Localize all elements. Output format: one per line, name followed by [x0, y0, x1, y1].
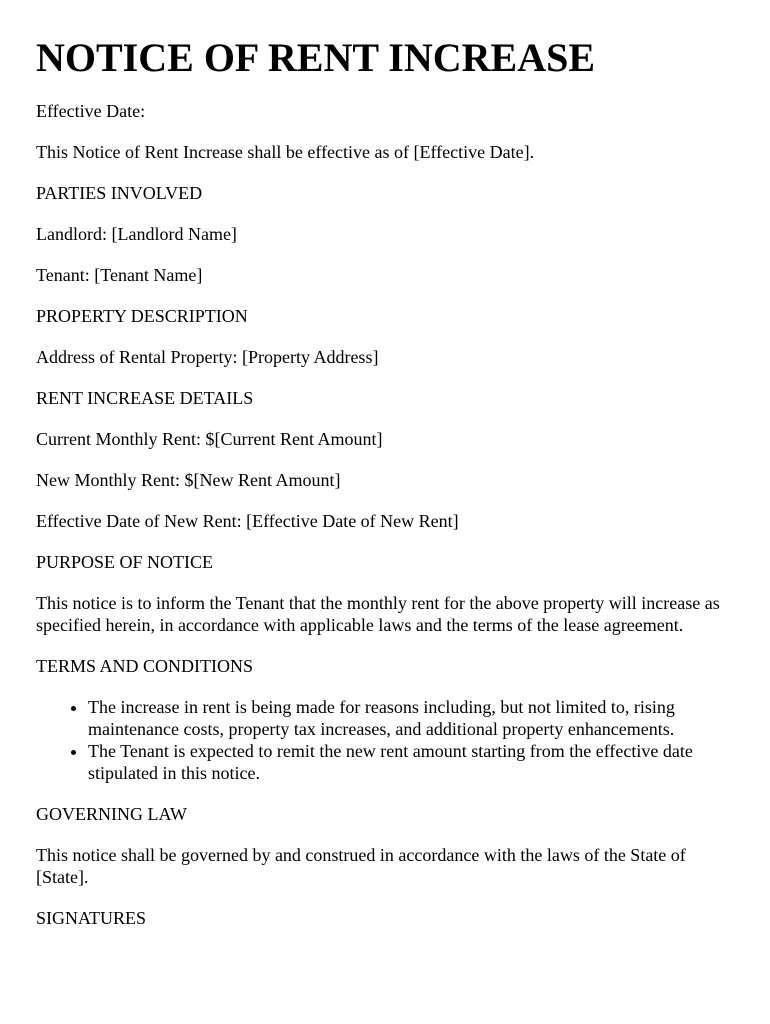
section-heading-signatures: SIGNATURES [36, 908, 147, 928]
section-heading-rent-details: RENT INCREASE DETAILS [36, 388, 254, 408]
section-heading-terms: TERMS AND CONDITIONS [36, 656, 254, 676]
document-title: NOTICE OF RENT INCREASE [36, 35, 596, 80]
current-rent-line: Current Monthly Rent: $[Current Rent Amount] [36, 429, 383, 449]
terms-list-item: • The Tenant is expected to remit the new rent amount starting from the effective date stipulated in this notice. [88, 740, 734, 784]
new-rent-effective-line: Effective Date of New Rent: [Effective Date of New Rent] [36, 511, 459, 531]
section-heading-governing-law: GOVERNING LAW [36, 804, 188, 824]
section-heading-property: PROPERTY DESCRIPTION [36, 306, 248, 326]
purpose-text: This notice is to inform the Tenant that the monthly rent for the above property will increase as specified herein, in accordance with applicable laws and the terms of the lease agreement. [36, 593, 720, 635]
property-address-line: Address of Rental Property: [Property Address] [36, 347, 379, 367]
terms-list [36, 696, 734, 784]
new-rent-line: New Monthly Rent: $[New Rent Amount] [36, 470, 341, 490]
section-heading-parties: PARTIES INVOLVED [36, 183, 203, 203]
tenant-line: Tenant: [Tenant Name] [36, 265, 203, 285]
terms-list-item: • The increase in rent is being made for reasons including, but not limited to, rising maintenance costs, property tax increases, and additional property enhancements. [88, 696, 734, 740]
effective-statement: This Notice of Rent Increase shall be effective as of [Effective Date]. [36, 142, 535, 162]
landlord-line: Landlord: [Landlord Name] [36, 224, 237, 244]
effective-date-label: Effective Date: [36, 101, 146, 121]
governing-law-text: This notice shall be governed by and construed in accordance with the laws of the State of [State]. [36, 845, 686, 887]
section-heading-purpose: PURPOSE OF NOTICE [36, 552, 214, 572]
